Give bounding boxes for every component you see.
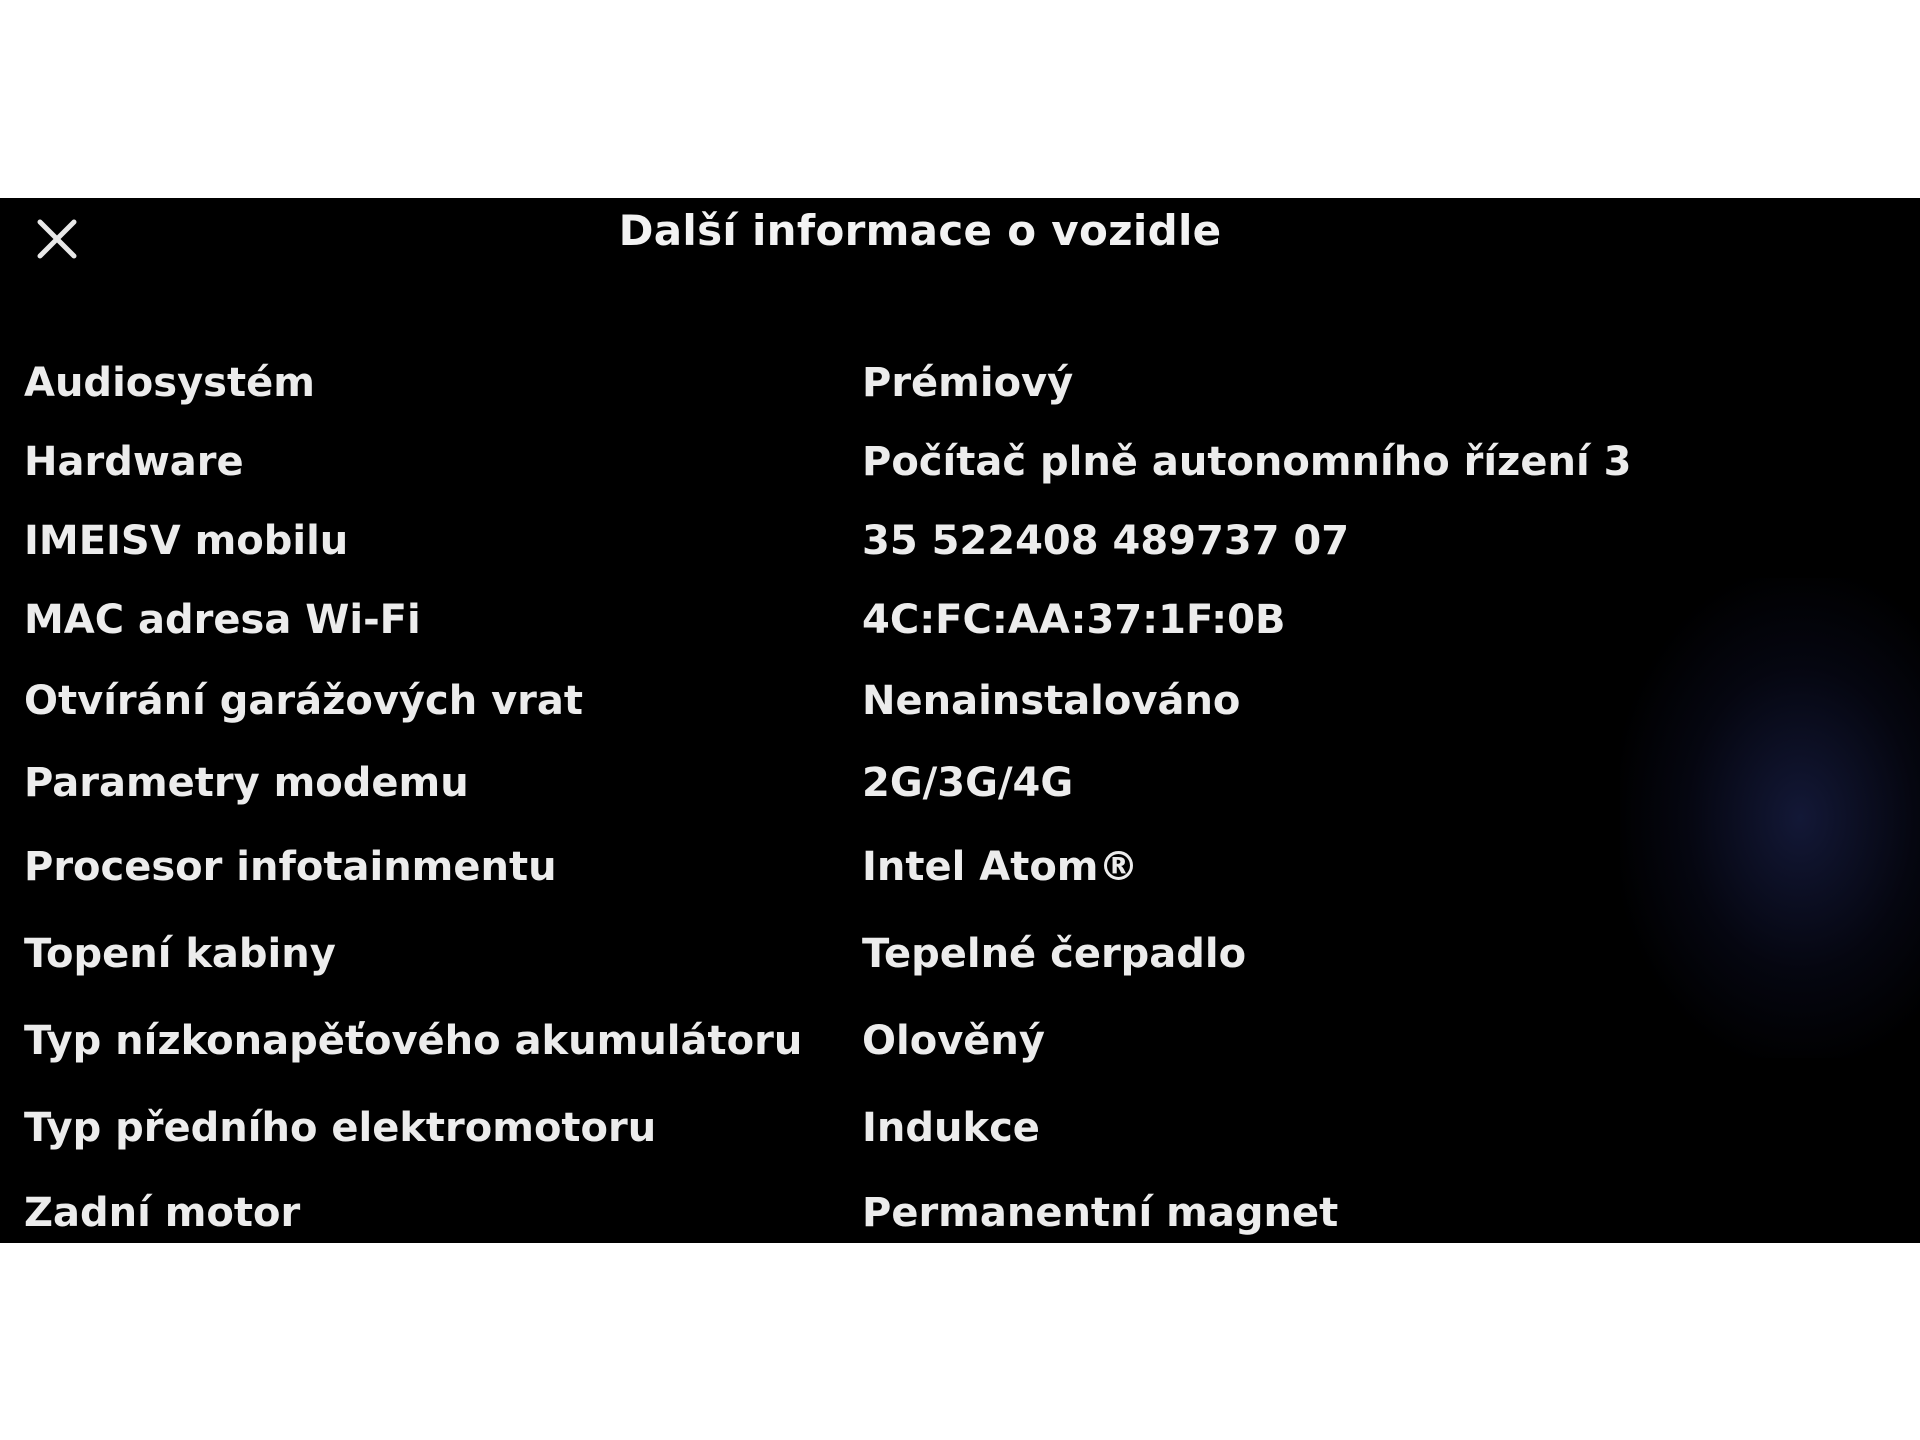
info-value: 4C:FC:AA:37:1F:0B xyxy=(862,597,1286,643)
info-value: 35 522408 489737 07 xyxy=(862,518,1350,564)
info-value: Prémiový xyxy=(862,360,1074,406)
info-label: Audiosystém xyxy=(24,360,315,406)
info-row-hardware xyxy=(0,427,1920,497)
info-value: 2G/3G/4G xyxy=(862,760,1074,806)
info-label: Hardware xyxy=(24,439,244,485)
info-row-infotainment-cpu xyxy=(0,832,1920,902)
info-value: Permanentní magnet xyxy=(862,1190,1339,1236)
info-label: Typ nízkonapěťového akumulátoru xyxy=(24,1018,803,1064)
info-label: Procesor infotainmentu xyxy=(24,844,557,890)
info-label: MAC adresa Wi-Fi xyxy=(24,597,421,643)
info-row-cabin-heating xyxy=(0,919,1920,989)
info-label: Typ předního elektromotoru xyxy=(24,1105,657,1151)
info-value: Indukce xyxy=(862,1105,1040,1151)
info-row-front-motor xyxy=(0,1093,1920,1163)
info-row-imeisv xyxy=(0,506,1920,576)
info-value: Intel Atom® xyxy=(862,844,1139,890)
dialog-title: Další informace o vozidle xyxy=(618,206,1222,255)
info-label: Parametry modemu xyxy=(24,760,469,806)
info-value: Tepelné čerpadlo xyxy=(862,931,1247,977)
info-row-modem xyxy=(0,748,1920,818)
info-row-audio xyxy=(0,348,1920,418)
info-label: Topení kabiny xyxy=(24,931,336,977)
info-row-garage-door xyxy=(0,666,1920,736)
info-label: Zadní motor xyxy=(24,1190,301,1236)
info-value: Počítač plně autonomního řízení 3 xyxy=(862,439,1632,485)
info-row-lv-battery xyxy=(0,1006,1920,1076)
info-label: Otvírání garážových vrat xyxy=(24,678,584,724)
info-value: Olověný xyxy=(862,1018,1045,1064)
vehicle-info-dialog xyxy=(0,198,1920,1243)
info-row-wifi-mac xyxy=(0,585,1920,655)
info-value: Nenainstalováno xyxy=(862,678,1241,724)
info-row-rear-motor xyxy=(0,1178,1920,1243)
info-label: IMEISV mobilu xyxy=(24,518,349,564)
